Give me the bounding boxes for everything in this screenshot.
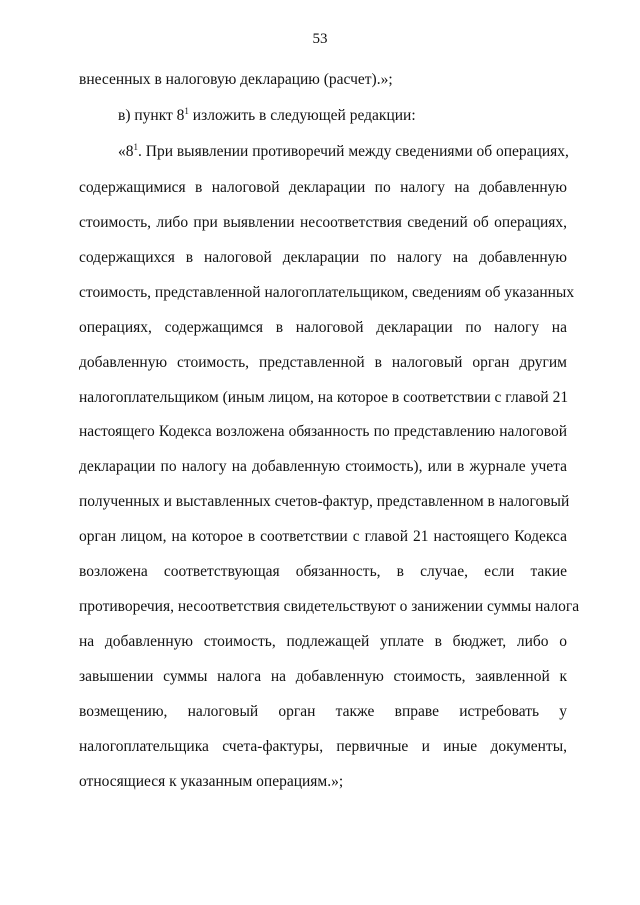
paragraph-line: настоящего Кодекса возложена обязанность по представлению налоговой bbox=[79, 423, 567, 440]
page-number: 53 bbox=[312, 31, 328, 47]
paragraph-line: возмещению, налоговый орган также вправе истребовать у bbox=[79, 703, 567, 720]
paragraph-line: содержащихся в налоговой декларации по налогу на добавленную bbox=[79, 249, 567, 266]
item-v-prefix: в) пункт 8 bbox=[118, 107, 185, 124]
item-v-line bbox=[118, 106, 416, 126]
item-v-suffix: изложить в следующей редакции: bbox=[188, 107, 416, 124]
paragraph-line: стоимость, представленной налогоплательщиком, сведениям об указанных bbox=[79, 284, 575, 301]
paragraph-line: возложена соответствующая обязанность, в случае, если такие bbox=[79, 563, 567, 580]
paragraph-line: стоимость, либо при выявлении несоответствия сведений об операциях, bbox=[79, 214, 567, 231]
paragraph-line: противоречия, несоответствия свидетельствуют о занижении суммы налога bbox=[79, 598, 580, 615]
paragraph-superscript: 1 bbox=[133, 141, 138, 152]
paragraph-first-rest: . При выявлении противоречий между сведениями об операциях, bbox=[138, 143, 569, 160]
paragraph-line: орган лицом, на которое в соответствии с главой 21 настоящего Кодекса bbox=[79, 528, 567, 545]
paragraph-line: налогоплательщиком (иным лицом, на которое в соответствии с главой 21 bbox=[79, 389, 569, 406]
paragraph-line: налогоплательщика счета-фактуры, первичные и иные документы, bbox=[79, 738, 567, 755]
paragraph-last-line: относящиеся к указанным операциям.»; bbox=[79, 773, 344, 790]
text-line-continuation: внесенных в налоговую декларацию (расчет).»; bbox=[79, 71, 393, 88]
paragraph-line: завышении суммы налога на добавленную стоимость, заявленной к bbox=[79, 668, 567, 685]
paragraph-line: операциях, содержащимся в налоговой декларации по налогу на bbox=[79, 319, 567, 336]
paragraph-line: полученных и выставленных счетов-фактур, представленном в налоговый bbox=[79, 493, 570, 510]
paragraph-first-line bbox=[118, 142, 569, 162]
item-v-superscript: 1 bbox=[184, 105, 189, 116]
paragraph-open: «8 bbox=[118, 143, 134, 160]
paragraph-line: добавленную стоимость, представленной в налоговый орган другим bbox=[79, 354, 567, 371]
paragraph-line: на добавленную стоимость, подлежащей уплате в бюджет, либо о bbox=[79, 633, 567, 650]
paragraph-line: содержащимися в налоговой декларации по налогу на добавленную bbox=[79, 179, 567, 196]
paragraph-line: декларации по налогу на добавленную стоимость), или в журнале учета bbox=[79, 458, 567, 475]
